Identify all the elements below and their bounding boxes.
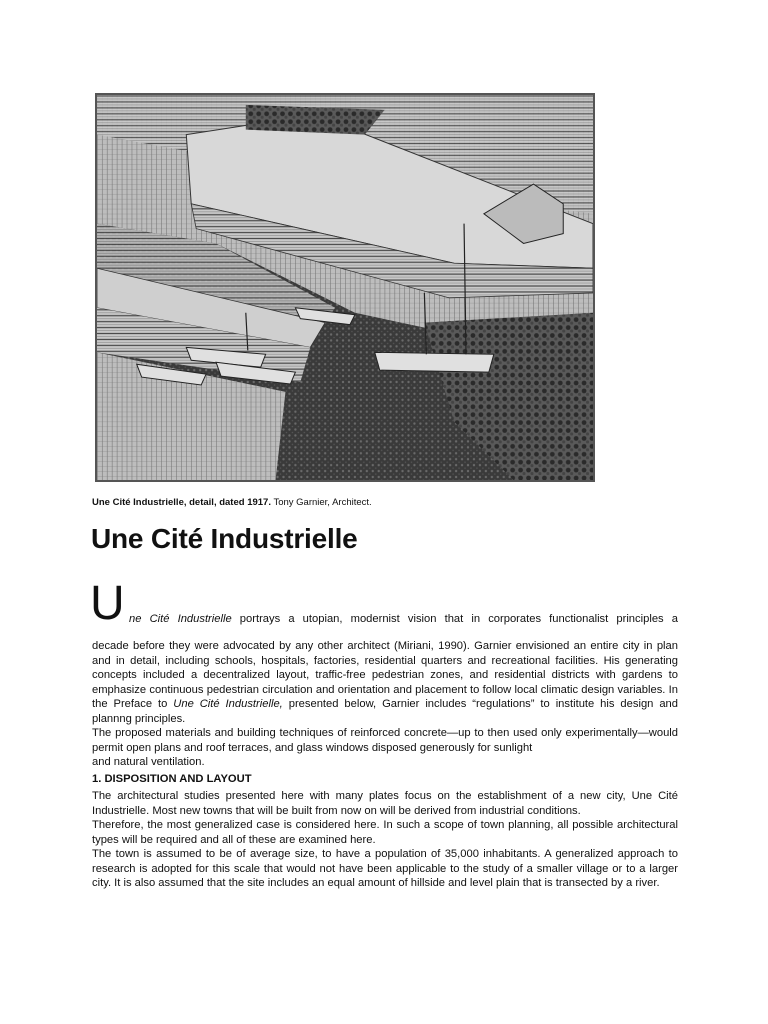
section-paragraph-1: The architectural studies presented here with many plates focus on the establishment of a new city, Une Cité Industrielle. Most new towns that will be built from now on will be derived from industrial conditions. xyxy=(92,790,678,817)
page-title: Une Cité Industrielle xyxy=(91,523,358,554)
intro-paragraph xyxy=(92,639,678,726)
section-body xyxy=(92,789,678,891)
intro-text-end: presented below, Garnier includes “regulations” to institute his design and plannng principles. xyxy=(92,698,678,725)
caption-bold: Une Cité Industrielle, detail, dated 1917. xyxy=(92,497,271,508)
figure-caption xyxy=(92,497,372,508)
city-illustration xyxy=(95,93,595,482)
section-paragraph-3: The town is assumed to be of average size, to have a population of 35,000 inhabitants. A generalized approach to research is adopted for this scale that would not have been applicable to the study of a smaller village or to a larger city. It is also assumed that the site includes an equal amount of hillside and level plain that is transected by a river. xyxy=(92,848,678,889)
illustration-drawing xyxy=(97,95,593,480)
materials-paragraph-end: and natural ventilation. xyxy=(92,756,205,768)
intro-first-line xyxy=(129,613,678,625)
preface-italic: Une Cité Industrielle, xyxy=(173,698,283,710)
drop-cap: U xyxy=(90,577,125,630)
intro-first-rest: portrays a utopian, modernist vision that in corporates functionalist principles a xyxy=(231,613,678,625)
materials-paragraph: The proposed materials and building techniques of reinforced concrete—up to then used only experimentally—would permit open plans and roof terraces, and glass windows disposed generously for sunlight xyxy=(92,727,678,754)
caption-credit: Tony Garnier, Architect. xyxy=(270,497,372,508)
section-paragraph-2: Therefore, the most generalized case is considered here. In such a scope of town planning, all possible architectural types will be required and all of these are examined here. xyxy=(92,819,678,846)
intro-text: decade before they were advocated by any other architect (Miriani, 1990). Garnier envisioned an entire city in plan and in detail, including schools, hospitals, factories, residential quarters and recreational facilities. His generating concepts included a decentralized layout, traffic-free pedestrian zones, and residential districts with gardens to emphasize continuous pedestrian circulation and orientation and placement to follow local climatic design variables. In the Preface to xyxy=(92,640,678,710)
section-heading: 1. DISPOSITION AND LAYOUT xyxy=(92,773,252,785)
intro-body xyxy=(92,639,678,770)
intro-italic-title: ne Cité Industrielle xyxy=(129,613,232,625)
